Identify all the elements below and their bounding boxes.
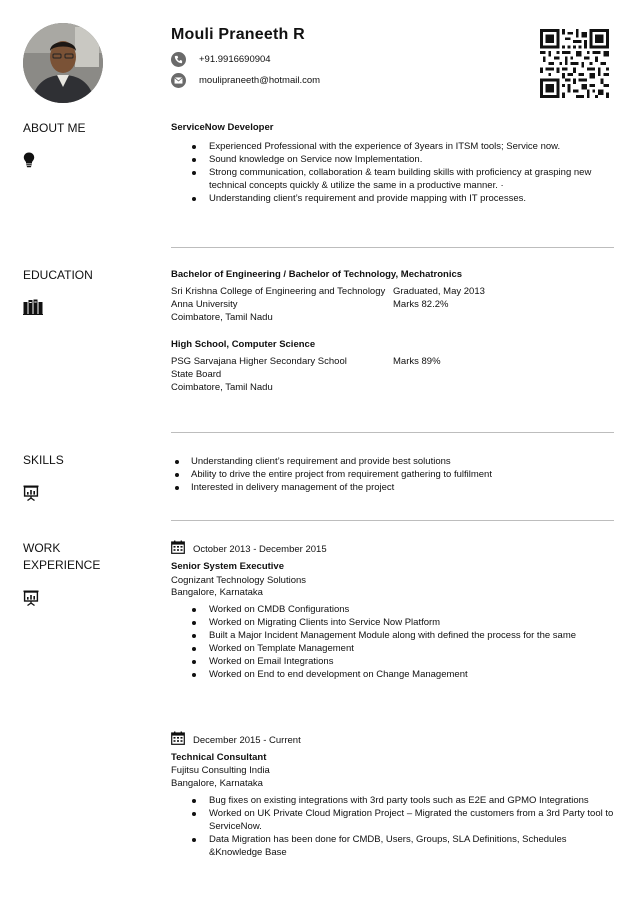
job-bullets (171, 603, 611, 681)
list-item: Understanding client’s requirement and provide best solutions (171, 455, 611, 468)
education-location: Coimbatore, Tamil Nadu (171, 382, 273, 393)
section-label-education: EDUCATION (23, 268, 93, 282)
list-item: Worked on CMDB Configurations (171, 603, 611, 616)
section-label-about: ABOUT ME (23, 121, 86, 135)
presentation-icon (23, 590, 39, 611)
education-degree: Bachelor of Engineering / Bachelor of Technology, Mechatronics (171, 269, 463, 280)
list-item: Worked on Template Management (171, 642, 611, 655)
list-item: Interested in delivery management of the project (171, 481, 611, 494)
job-dates-row (171, 540, 327, 559)
list-item: Sound knowledge on Service now Implementation. (171, 153, 611, 166)
list-item: Experienced Professional with the experience of 3years in ITSM tools; Service now. (171, 140, 611, 153)
section-divider (171, 520, 614, 521)
about-bullets (171, 140, 611, 205)
list-item: Worked on UK Private Cloud Migration Project – Migrated the customers from a 3rd Party tool to ServiceNow. (171, 807, 614, 833)
education-degree: High School, Computer Science (171, 339, 316, 350)
job-location: Bangalore, Karnataka (171, 778, 263, 789)
list-item: Ability to drive the entire project from requirement gathering to fulfilment (171, 468, 611, 481)
qr-code (540, 29, 609, 98)
phone-number[interactable]: +91.9916690904 (199, 54, 271, 65)
phone-icon (171, 52, 186, 67)
job-dates-row (171, 731, 301, 750)
job-location: Bangalore, Karnataka (171, 587, 263, 598)
avatar (23, 23, 103, 103)
education-institution: Sri Krishna College of Engineering and Technology (171, 286, 386, 297)
list-item: Worked on Email Integrations (171, 655, 611, 668)
books-icon (23, 299, 43, 320)
list-item: Strong communication, collaboration & team building skills with proficiency at grasping new technical concepts quickly & utilize the same in a productive manner. · (171, 166, 611, 192)
job-company: Cognizant Technology Solutions (171, 575, 307, 586)
email-icon (171, 73, 186, 88)
about-role: ServiceNow Developer (171, 122, 274, 133)
email-address[interactable]: moulipraneeth@hotmail.com (199, 75, 321, 86)
job-bullets (171, 794, 614, 859)
job-dates: October 2013 - December 2015 (193, 544, 327, 555)
education-board: State Board (171, 369, 222, 380)
section-divider (171, 432, 614, 433)
education-institution: PSG Sarvajana Higher Secondary School (171, 356, 347, 367)
skills-bullets (171, 455, 611, 494)
education-date: Graduated, May 2013 (393, 286, 485, 297)
education-location: Coimbatore, Tamil Nadu (171, 312, 273, 323)
list-item: Worked on Migrating Clients into Service Now Platform (171, 616, 611, 629)
list-item: Built a Major Incident Management Module along with defined the process for the same (171, 629, 611, 642)
list-item: Worked on End to end development on Change Management (171, 668, 611, 681)
section-label-work-line2: EXPERIENCE (23, 558, 101, 572)
list-item: Understanding client’s requirement and provide mapping with IT processes. (171, 192, 611, 205)
job-company: Fujitsu Consulting India (171, 765, 270, 776)
section-label-work-line1: WORK (23, 541, 61, 555)
education-marks: Marks 82.2% (393, 299, 449, 310)
lightbulb-icon (23, 152, 35, 173)
phone-row (171, 52, 271, 67)
education-board: Anna University (171, 299, 238, 310)
section-divider (171, 247, 614, 248)
section-label-skills: SKILLS (23, 453, 64, 467)
email-row (171, 73, 320, 88)
education-marks: Marks 89% (393, 356, 441, 367)
section-label-work (23, 540, 100, 574)
calendar-icon (171, 731, 185, 750)
presentation-icon (23, 485, 39, 506)
candidate-name: Mouli Praneeth R (171, 26, 305, 43)
calendar-icon (171, 540, 185, 559)
job-title: Senior System Executive (171, 561, 284, 572)
list-item: Bug fixes on existing integrations with 3rd party tools such as E2E and GPMO Integrations (171, 794, 614, 807)
job-dates: December 2015 - Current (193, 735, 301, 746)
job-title: Technical Consultant (171, 752, 267, 763)
list-item: Data Migration has been done for CMDB, Users, Groups, SLA Definitions, Schedules &Knowledge Base (171, 833, 614, 859)
